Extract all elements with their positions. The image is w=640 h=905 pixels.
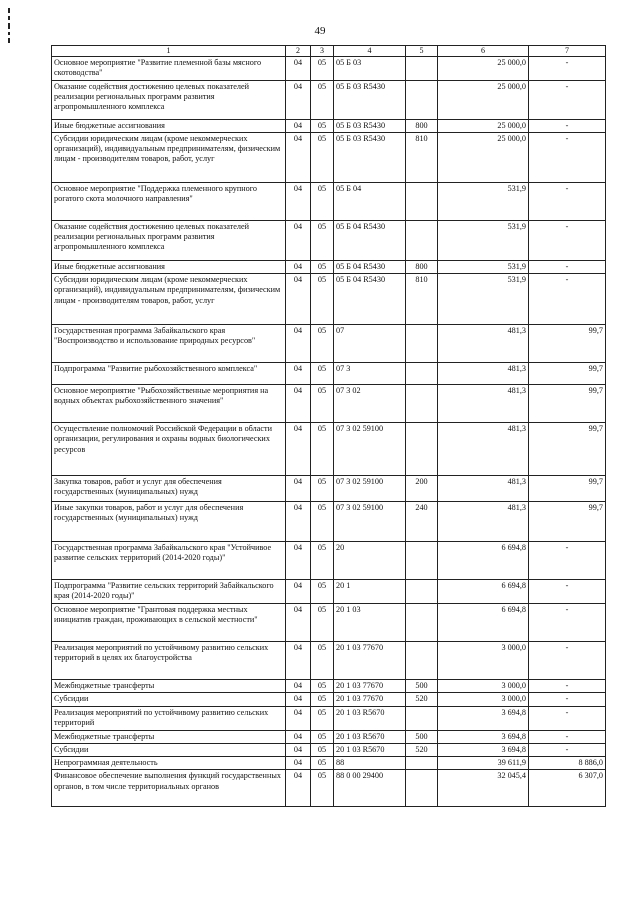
table-row [52,132,606,182]
section-code-cell: 04 [286,325,311,363]
target-item-cell: 20 1 03 77670 [334,642,406,680]
target-item-cell: 20 1 03 R5670 [334,706,406,730]
amount-cell: 3 000,0 [438,642,529,680]
target-item-cell: 07 3 02 59100 [334,502,406,542]
row-name-cell: Оказание содействия достижению целевых показателей реализации региональных программ развития агропромышленного комплекса [52,80,286,119]
row-name-cell: Основное мероприятие "Развитие племенной базы мясного скотоводства" [52,57,286,81]
percent-cell: 6 307,0 [529,770,606,807]
row-name-cell: Основное мероприятие "Рыбохозяйственные мероприятия на водных объектах рыбохозяйственного значения" [52,385,286,423]
row-name-cell: Иные закупки товаров, работ и услуг для обеспечения государственных (муниципальных) нужд [52,502,286,542]
section-code-cell: 04 [286,274,311,325]
subsection-code-cell: 05 [311,363,334,385]
amount-cell: 481,3 [438,385,529,423]
percent-cell: - [529,274,606,325]
expense-type-cell [406,220,438,260]
subsection-code-cell: 05 [311,325,334,363]
row-name-cell: Подпрограмма "Развитие сельских территорий Забайкальского края (2014-2020 годы)" [52,580,286,604]
row-name-cell: Межбюджетные трансферты [52,680,286,693]
table-row [52,363,606,385]
subsection-code-cell: 05 [311,580,334,604]
table-row [52,502,606,542]
target-item-cell: 07 3 [334,363,406,385]
table-row [52,119,606,132]
row-name-cell: Государственная программа Забайкальского края "Воспроизводство и использование природных ресурсов" [52,325,286,363]
percent-cell: 99,7 [529,363,606,385]
amount-cell: 481,3 [438,423,529,476]
section-code-cell: 04 [286,423,311,476]
header-cell: 1 [52,46,286,57]
section-code-cell: 04 [286,260,311,273]
page-number: 49 [314,25,326,37]
row-name-cell: Субсидии юридическим лицам (кроме некоммерческих организаций), индивидуальным предпринимателям, физическим лицам - производителям товаров, работ, услуг [52,132,286,182]
section-code-cell: 04 [286,363,311,385]
expense-type-cell [406,80,438,119]
target-item-cell: 05 Б 03 R5430 [334,132,406,182]
expense-type-cell [406,385,438,423]
section-code-cell: 04 [286,693,311,706]
subsection-code-cell: 05 [311,604,334,642]
expense-type-cell: 810 [406,132,438,182]
subsection-code-cell: 05 [311,502,334,542]
row-name-cell: Межбюджетные трансферты [52,730,286,743]
amount-cell: 25 000,0 [438,132,529,182]
amount-cell: 6 694,8 [438,542,529,580]
percent-cell: - [529,706,606,730]
percent-cell: - [529,642,606,680]
subsection-code-cell: 05 [311,182,334,220]
expense-type-cell [406,757,438,770]
percent-cell: - [529,220,606,260]
target-item-cell: 05 Б 04 R5430 [334,220,406,260]
amount-cell: 531,9 [438,220,529,260]
target-item-cell: 88 0 00 29400 [334,770,406,807]
target-item-cell: 05 Б 03 R5430 [334,119,406,132]
section-code-cell: 04 [286,604,311,642]
row-name-cell: Подпрограмма "Развитие рыбохозяйственного комплекса" [52,363,286,385]
amount-cell: 3 694,8 [438,706,529,730]
percent-cell: - [529,57,606,81]
amount-cell: 481,3 [438,325,529,363]
expense-type-cell [406,182,438,220]
row-name-cell: Оказание содействия достижению целевых показателей реализации региональных программ развития агропромышленного комплекса [52,220,286,260]
subsection-code-cell: 05 [311,680,334,693]
amount-cell: 25 000,0 [438,119,529,132]
expense-type-cell: 800 [406,260,438,273]
subsection-code-cell: 05 [311,423,334,476]
expense-type-cell: 520 [406,743,438,756]
amount-cell: 25 000,0 [438,80,529,119]
percent-cell: - [529,182,606,220]
subsection-code-cell: 05 [311,220,334,260]
expense-type-cell: 810 [406,274,438,325]
target-item-cell: 20 1 03 77670 [334,693,406,706]
table-row [52,476,606,502]
section-code-cell: 04 [286,680,311,693]
subsection-code-cell: 05 [311,743,334,756]
table-header-row [52,46,606,57]
amount-cell: 531,9 [438,274,529,325]
expense-type-cell [406,325,438,363]
section-code-cell: 04 [286,132,311,182]
subsection-code-cell: 05 [311,119,334,132]
row-name-cell: Субсидии [52,693,286,706]
percent-cell: - [529,680,606,693]
percent-cell: - [529,580,606,604]
table-row [52,743,606,756]
table-row [52,423,606,476]
table-row [52,770,606,807]
table-row [52,182,606,220]
section-code-cell: 04 [286,385,311,423]
subsection-code-cell: 05 [311,730,334,743]
target-item-cell: 07 3 02 [334,385,406,423]
section-code-cell: 04 [286,119,311,132]
row-name-cell: Основное мероприятие "Поддержка племенного крупного рогатого скота молочного направления" [52,182,286,220]
row-name-cell: Финансовое обеспечение выполнения функций государственных органов, в том числе территориальных органов [52,770,286,807]
subsection-code-cell: 05 [311,260,334,273]
header-cell: 6 [438,46,529,57]
section-code-cell: 04 [286,182,311,220]
section-code-cell: 04 [286,770,311,807]
table-row [52,220,606,260]
percent-cell: - [529,80,606,119]
table-row [52,325,606,363]
target-item-cell: 07 [334,325,406,363]
amount-cell: 39 611,9 [438,757,529,770]
subsection-code-cell: 05 [311,274,334,325]
table-row [52,57,606,81]
amount-cell: 6 694,8 [438,604,529,642]
amount-cell: 25 000,0 [438,57,529,81]
expense-type-cell [406,580,438,604]
table-row [52,757,606,770]
row-name-cell: Основное мероприятие "Грантовая поддержка местных инициатив граждан, проживающих в сельской местности" [52,604,286,642]
target-item-cell: 05 Б 03 [334,57,406,81]
percent-cell: - [529,119,606,132]
amount-cell: 481,3 [438,476,529,502]
amount-cell: 531,9 [438,260,529,273]
table-row [52,642,606,680]
section-code-cell: 04 [286,80,311,119]
section-code-cell: 04 [286,642,311,680]
expense-type-cell [406,604,438,642]
percent-cell: 99,7 [529,385,606,423]
header-cell: 3 [311,46,334,57]
target-item-cell: 20 1 03 R5670 [334,730,406,743]
percent-cell: - [529,730,606,743]
percent-cell: 99,7 [529,476,606,502]
table-row [52,706,606,730]
subsection-code-cell: 05 [311,476,334,502]
percent-cell: - [529,604,606,642]
expense-type-cell: 800 [406,119,438,132]
section-code-cell: 04 [286,220,311,260]
table-row [52,80,606,119]
expense-type-cell [406,542,438,580]
row-name-cell: Реализация мероприятий по устойчивому развитию сельских территорий в целях их благоустройства [52,642,286,680]
header-cell: 5 [406,46,438,57]
amount-cell: 481,3 [438,502,529,542]
section-code-cell: 04 [286,57,311,81]
percent-cell: - [529,693,606,706]
expense-type-cell [406,423,438,476]
subsection-code-cell: 05 [311,57,334,81]
percent-cell: - [529,260,606,273]
amount-cell: 481,3 [438,363,529,385]
percent-cell: - [529,132,606,182]
target-item-cell: 20 1 03 77670 [334,680,406,693]
section-code-cell: 04 [286,730,311,743]
amount-cell: 3 694,8 [438,730,529,743]
row-name-cell: Осуществление полномочий Российской Федерации в области организации, регулирования и охраны водных биологических ресурсов [52,423,286,476]
row-name-cell: Реализация мероприятий по устойчивому развитию сельских территорий [52,706,286,730]
percent-cell: 99,7 [529,325,606,363]
percent-cell: 99,7 [529,502,606,542]
amount-cell: 6 694,8 [438,580,529,604]
binding-marks [6,8,14,46]
section-code-cell: 04 [286,743,311,756]
table-row [52,693,606,706]
target-item-cell: 20 1 03 R5670 [334,743,406,756]
percent-cell: 99,7 [529,423,606,476]
expense-type-cell: 500 [406,680,438,693]
table-row [52,604,606,642]
target-item-cell: 20 1 [334,580,406,604]
subsection-code-cell: 05 [311,642,334,680]
row-name-cell: Иные бюджетные ассигнования [52,119,286,132]
expense-type-cell: 200 [406,476,438,502]
target-item-cell: 07 3 02 59100 [334,476,406,502]
amount-cell: 32 045,4 [438,770,529,807]
table-row [52,260,606,273]
section-code-cell: 04 [286,580,311,604]
target-item-cell: 05 Б 03 R5430 [334,80,406,119]
amount-cell: 3 694,8 [438,743,529,756]
target-item-cell: 20 1 03 [334,604,406,642]
amount-cell: 531,9 [438,182,529,220]
header-cell: 7 [529,46,606,57]
header-cell: 4 [334,46,406,57]
table-row [52,580,606,604]
row-name-cell: Субсидии юридическим лицам (кроме некоммерческих организаций), индивидуальным предпринимателям, физическим лицам - производителям товаров, работ, услуг [52,274,286,325]
target-item-cell: 20 [334,542,406,580]
row-name-cell: Иные бюджетные ассигнования [52,260,286,273]
target-item-cell: 05 Б 04 [334,182,406,220]
table-row [52,730,606,743]
expense-type-cell [406,770,438,807]
subsection-code-cell: 05 [311,693,334,706]
subsection-code-cell: 05 [311,757,334,770]
table-row [52,542,606,580]
expense-type-cell: 500 [406,730,438,743]
subsection-code-cell: 05 [311,542,334,580]
section-code-cell: 04 [286,757,311,770]
section-code-cell: 04 [286,706,311,730]
expense-type-cell [406,363,438,385]
amount-cell: 3 000,0 [438,680,529,693]
expense-type-cell: 520 [406,693,438,706]
amount-cell: 3 000,0 [438,693,529,706]
table-row [52,680,606,693]
row-name-cell: Закупка товаров, работ и услуг для обеспечения государственных (муниципальных) нужд [52,476,286,502]
section-code-cell: 04 [286,542,311,580]
row-name-cell: Непрограммная деятельность [52,757,286,770]
subsection-code-cell: 05 [311,770,334,807]
expense-type-cell: 240 [406,502,438,542]
percent-cell: 8 886,0 [529,757,606,770]
subsection-code-cell: 05 [311,385,334,423]
target-item-cell: 05 Б 04 R5430 [334,260,406,273]
table-row [52,274,606,325]
row-name-cell: Государственная программа Забайкальского края "Устойчивое развитие сельских территорий (2014-2020 годы)" [52,542,286,580]
subsection-code-cell: 05 [311,80,334,119]
target-item-cell: 88 [334,757,406,770]
row-name-cell: Субсидии [52,743,286,756]
target-item-cell: 05 Б 04 R5430 [334,274,406,325]
expense-type-cell [406,57,438,81]
header-cell: 2 [286,46,311,57]
subsection-code-cell: 05 [311,132,334,182]
expense-type-cell [406,706,438,730]
section-code-cell: 04 [286,502,311,542]
budget-table [51,45,606,807]
expense-type-cell [406,642,438,680]
subsection-code-cell: 05 [311,706,334,730]
table-row [52,385,606,423]
section-code-cell: 04 [286,476,311,502]
percent-cell: - [529,542,606,580]
percent-cell: - [529,743,606,756]
target-item-cell: 07 3 02 59100 [334,423,406,476]
